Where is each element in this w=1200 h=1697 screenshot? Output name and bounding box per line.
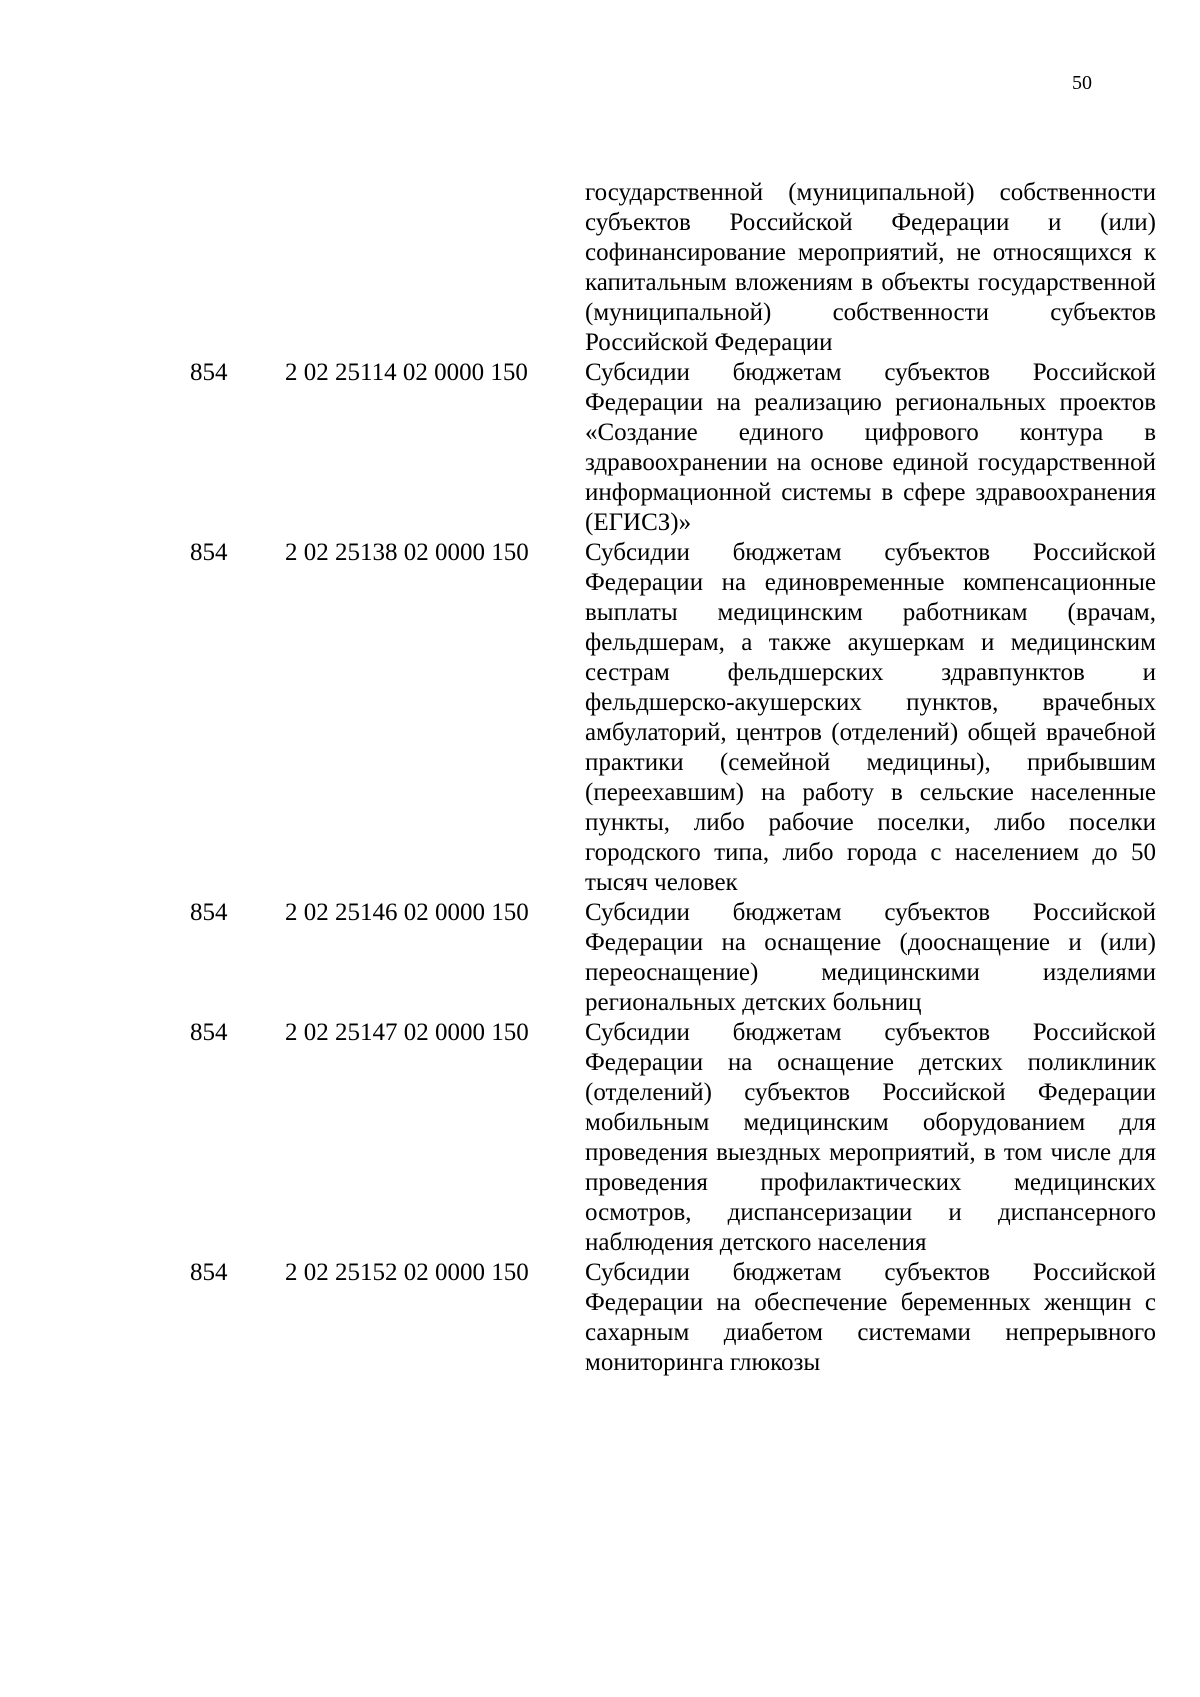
description-cell: Субсидии бюджетам субъектов Российской Федерации на единовременные компенсационные выплаты медицинским работникам (врачам, фельдшерам, а также акушеркам и медицинским сестрам фельдшерских здравпунктов и фельдшерско-акушерских пунктов, врачебных амбулаторий, центров (отделений) общей врачебной практики (семейной медицины), прибывшим (переехавшим) на работу в сельские населенные пункты, либо рабочие поселки, либо поселки городского типа, либо города с населением до 50 тысяч человек — [585, 539, 1156, 896]
description-cell: Субсидии бюджетам субъектов Российской Федерации на обеспечение беременных женщин с сахарным диабетом системами непрерывного мониторинга глюкозы — [585, 1259, 1156, 1376]
table-row — [190, 1258, 1164, 1378]
admin-code-cell: 854 — [190, 1259, 228, 1286]
budget-code-cell: 2 02 25138 02 0000 150 — [285, 539, 529, 566]
budget-code-cell: 2 02 25146 02 0000 150 — [285, 899, 529, 926]
budget-code-table — [190, 178, 1164, 1378]
admin-code-cell: 854 — [190, 899, 228, 926]
description-cell: Субсидии бюджетам субъектов Российской Федерации на реализацию региональных проектов «Создание единого цифрового контура в здравоохранении на основе единой государственной информационной системы в сфере здравоохранения (ЕГИСЗ)» — [585, 359, 1156, 536]
budget-code-cell: 2 02 25114 02 0000 150 — [285, 359, 528, 386]
table-row-continuation — [190, 178, 1164, 358]
admin-code-cell: 854 — [190, 1019, 228, 1046]
table-row — [190, 538, 1164, 898]
budget-code-cell: 2 02 25152 02 0000 150 — [285, 1259, 529, 1286]
budget-code-cell: 2 02 25147 02 0000 150 — [285, 1019, 529, 1046]
admin-code-cell: 854 — [190, 359, 228, 386]
description-cell: Субсидии бюджетам субъектов Российской Федерации на оснащение детских поликлиник (отделений) субъектов Российской Федерации мобильным медицинским оборудованием для проведения выездных мероприятий, в том числе для проведения профилактических медицинских осмотров, диспансеризации и диспансерного наблюдения детского населения — [585, 1019, 1156, 1256]
table-row — [190, 358, 1164, 538]
page-number: 50 — [1072, 72, 1092, 94]
table-row — [190, 898, 1164, 1018]
description-cell: государственной (муниципальной) собственности субъектов Российской Федерации и (или) софинансирование мероприятий, не относящихся к капитальным вложениям в объекты государственной (муниципальной) собственности субъектов Российской Федерации — [585, 179, 1156, 356]
description-cell: Субсидии бюджетам субъектов Российской Федерации на оснащение (дооснащение и (или) переоснащение) медицинскими изделиями региональных детских больниц — [585, 899, 1156, 1016]
table-row — [190, 1018, 1164, 1258]
admin-code-cell: 854 — [190, 539, 228, 566]
